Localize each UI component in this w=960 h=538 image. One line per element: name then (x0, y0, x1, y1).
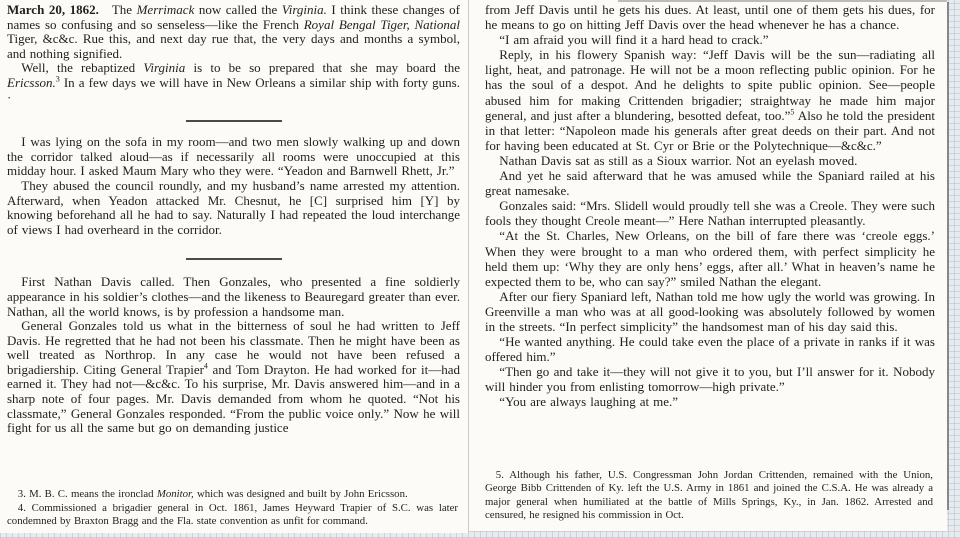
page-edge-line (947, 2, 949, 510)
paragraph: Nathan Davis sat as still as a Sioux warrior. Not an eyelash moved. (499, 152, 858, 168)
entry-date-paragraph: March 20, 1862. The Merrimack now called the Virginia. I think these changes of names so confusing and so senseless—like the French Royal Bengal Tiger, National Tiger, &c&c. Rue this, and next day rue that, the very days and months a symbol, and nothing signified. (7, 3, 460, 61)
footnotes (485, 469, 933, 522)
paragraph: And yet he said afterward that he was amused while the Spaniard railed at his great namesake. (485, 168, 935, 199)
paragraph: Well, the rebaptized Virginia is to be so prepared that she may board the Ericsson.$^3$ In a few days we will have in New Orleans a similar ship with forty guns. · (7, 60, 460, 105)
page-gutter-line (468, 0, 469, 533)
paragraph: “You are always laughing at me.” (499, 394, 679, 410)
scan-artifact (618, 0, 947, 2)
footnotes (7, 488, 458, 528)
section-divider (186, 120, 282, 122)
paragraph: Reply, in his flowery Spanish way: “Jeff Davis will be the sun—radiating all light, heat, and patronage. He will not be a moon reflecting public opinion. For he has the soul of a despot. And he delights to spite public opinion. See—people abused him for making Crittenden brigadier; straightway he made him major general, and just after a blundering, besotted defeat, too.”$^5$ Also he told the president in that letter: “Napoleon made his generals after great deeds on their part. And not for having been educated at St. Cyr or Brie or the Polytechnique—&c&c.” (485, 47, 935, 153)
paragraph: After our fiery Spaniard left, Nathan told me how ugly the world was growing. In Greenville a man who was at all good-looking was absolutely followed by women in the streets. “In perfect simplicity” the handsomest man of his day said this. (485, 288, 935, 334)
paragraph: I was lying on the sofa in my room—and two men slowly walking up and down the corridor talked aloud—as if necessarily all rooms were unoccupied at this midday hour. I asked Maum Mary who they were. “Yeadon and Barnwell Rhett, Jr.” (7, 134, 460, 179)
continuation-paragraph: from Jeff Davis until he gets his dues. At least, until one of them gets his dues, for he means to go on hitting Jeff Davis over the head whenever he has a chance. (485, 2, 935, 33)
footnote: 3. M. B. C. means the ironclad Monitor, which was designed and built by John Ericsson. (17, 488, 408, 501)
footnote: 4. Commissioned a brigadier general in Oct. 1861, James Heyward Trapier of S.C. was later condemned by Braxton Bragg and the Fla. state convention as unfit for command. (7, 501, 458, 527)
footnote: 5. Although his father, U.S. Congressman John Jordan Crittenden, remained with the Union, George Bibb Crittenden of Ky. left the U.S. Army in 1861 and joined the C.S.A. He was already a major general when humiliated at the battle of Mills Springs, Ky., in Jan. 1862. Arrested and censured, he resigned his commission in Oct. (485, 469, 933, 521)
right-page (469, 0, 947, 531)
right-page-text (485, 2, 935, 410)
paragraph: “I am afraid you will find it a hard head to crack.” (499, 32, 769, 48)
left-page (0, 0, 468, 533)
paragraph: “He wanted anything. He could take even the place of a private in ranks if it was offered him.” (485, 334, 935, 365)
paragraph: General Gonzales told us what in the bitterness of soul he had written to Jeff Davis. He regretted that he had not been his classmate. Then he might have been as well treated as Northrop. In any case he would not have been refused a brigadiership. Citing General Trapier$^4$ and Tom Drayton. He had worked for it—had earned it. They had not—&c&c. To his surprise, Mr. Davis answered him—and in a sharp note of four pages. Mr. Davis demanded from whom he quoted. “Not his classmate,” General Gonzales responded. “From the public voice only.” Now he will fight for us all the same but go on demanding justice (7, 318, 460, 436)
paragraph: “Then go and take it—they will not give it to you, but I’ll answer for it. Nobody will hinder you from enlisting tomorrow—high private.” (485, 364, 935, 395)
paragraph: “At the St. Charles, New Orleans, on the bill of fare there was ‘creole eggs.’ When they were brought to a man who ordered them, with perfect simplicity he held them up: ‘Why they are only hens’ eggs, after all.’ What in heaven’s name he expected them to be, who can say?” smiled Nathan the elegant. (485, 228, 935, 289)
paragraph: First Nathan Davis called. Then Gonzales, who presented a fine soldierly appearance in his soldier’s clothes—and the likeness to Beauregard greater than ever. Nathan, all the world knows, is by profession a handsome man. (7, 274, 460, 319)
section-divider (186, 258, 282, 260)
left-page-text (7, 3, 460, 436)
paragraph: They abused the council roundly, and my husband’s name arrested my attention. Afterward, when Yeadon attacked Mr. Chesnut, he [C] surprised him [Y] by knowing beforehand all he had to say. Naturally I had repeated the loud interchange of views I had overheard in the corridor. (7, 177, 460, 237)
paragraph: Gonzales said: “Mrs. Slidell would proudly tell she was a Creole. They were such fools they thought Creole meant—” Here Nathan interrupted pleasantly. (485, 198, 935, 229)
